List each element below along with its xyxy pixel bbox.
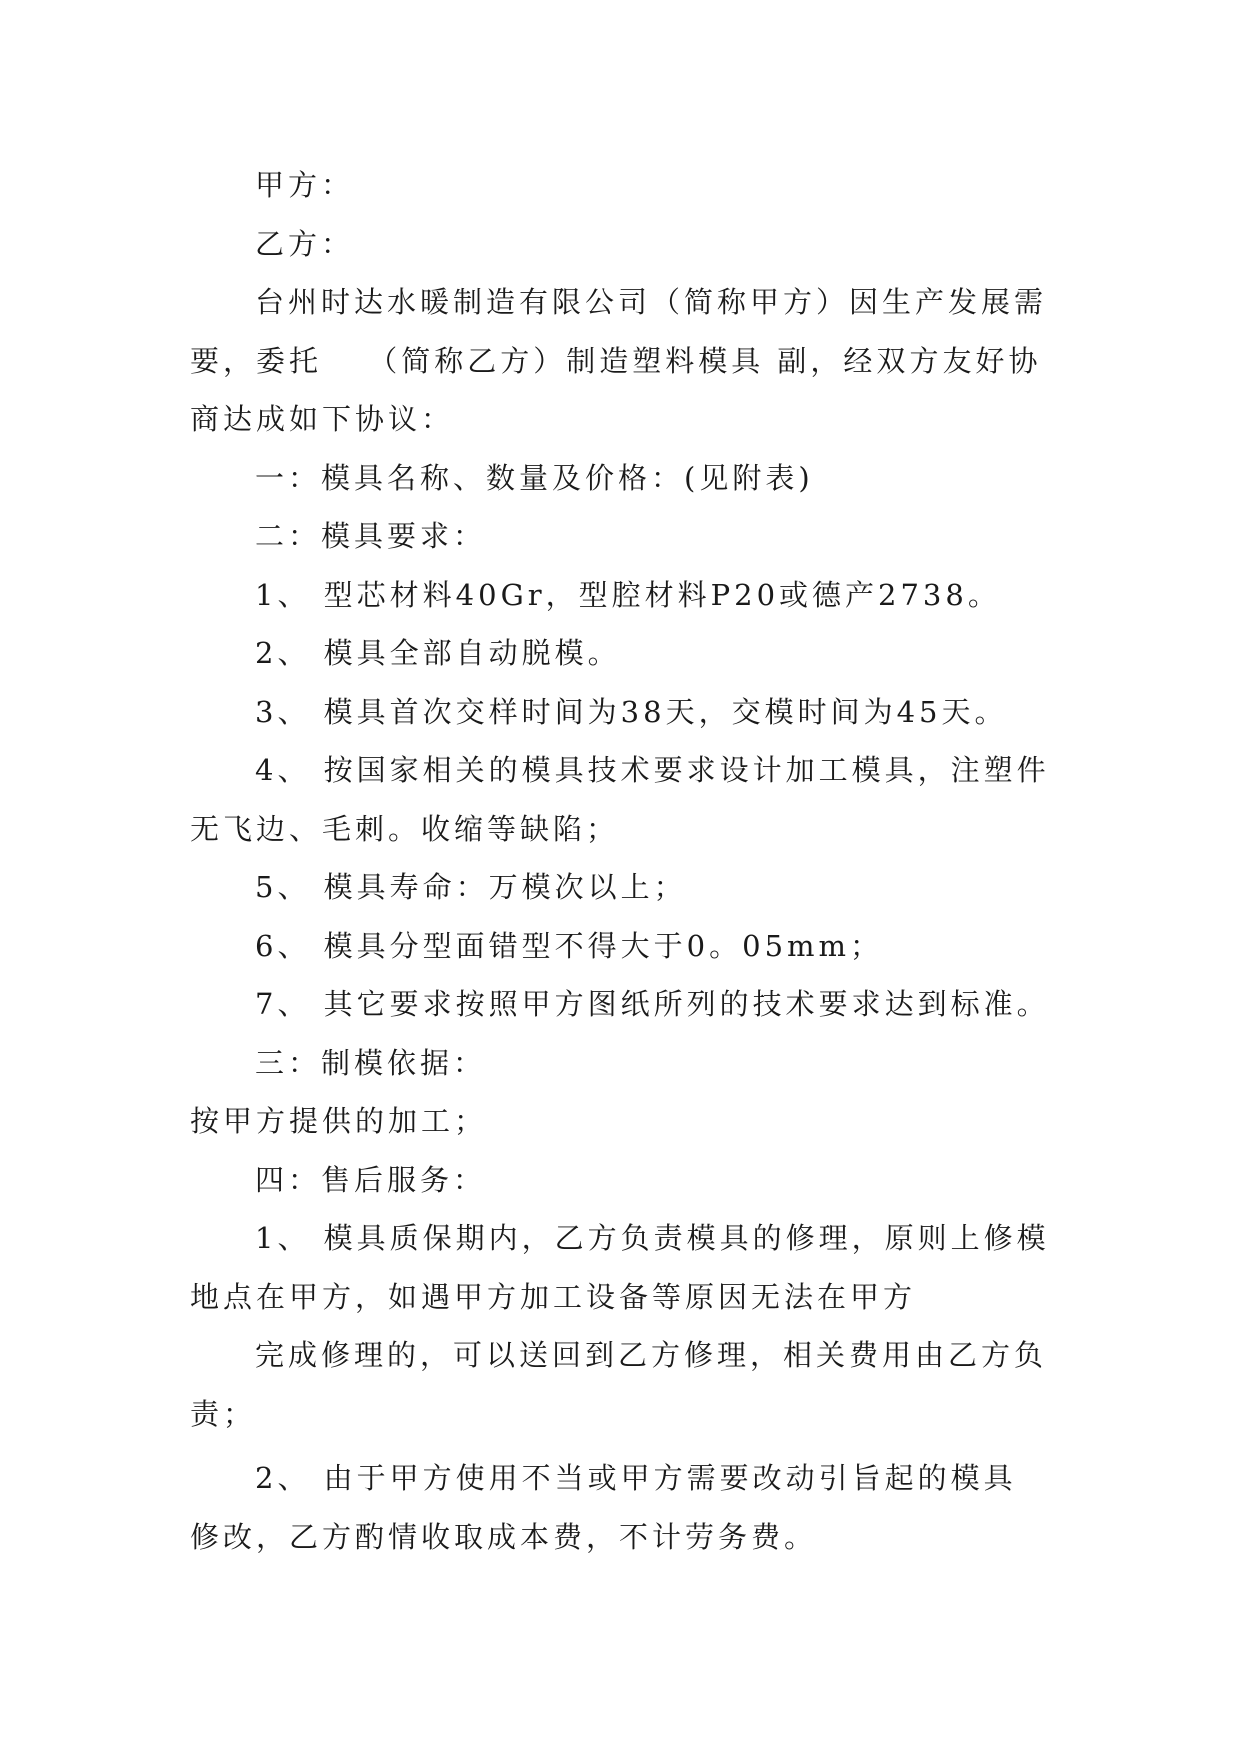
requirement-item: 7、 其它要求按照甲方图纸所列的技术要求达到标准。 [255,987,1050,1021]
section-two-heading: 二：模具要求： [255,519,487,553]
requirement-item: 3、 模具首次交样时间为38天，交模时间为45天。 [255,694,1008,729]
section-one-heading: 一：模具名称、数量及价格：(见附表) [255,460,814,495]
section-three-body: 按甲方提供的加工； [190,1104,488,1138]
requirement-item: 5、 模具寿命：万模次以上； [255,870,687,904]
intro-paragraph-line: 要，委托 （简称乙方）制造塑料模具 副，经双方友好协 [190,343,1042,378]
party-b-line: 乙方： [255,226,355,261]
service-item-continued: 地点在甲方，如遇甲方加工设备等原因无法在甲方 [190,1279,917,1314]
section-four-heading: 四：售后服务： [255,1162,487,1197]
service-item-continued: 修改，乙方酌情收取成本费，不计劳务费。 [190,1519,818,1554]
service-item: 1、 模具质保期内，乙方负责模具的修理，原则上修模 [255,1221,1050,1255]
requirement-item: 4、 按国家相关的模具技术要求设计加工模具，注塑件 [255,753,1050,787]
document-body [190,156,1070,1566]
requirement-item: 2、 模具全部自动脱模。 [255,636,621,670]
requirement-item: 1、 型芯材料40Gr，型腔材料P20或德产2738。 [255,577,1001,612]
section-three-heading: 三：制模依据： [255,1045,487,1080]
requirement-item: 6、 模具分型面错型不得大于0。05mm； [255,928,884,963]
requirement-item-continued: 无飞边、毛刺。收缩等缺陷； [190,811,620,846]
service-item-continued: 责； [190,1396,257,1431]
service-item: 2、 由于甲方使用不当或甲方需要改动引旨起的模具 [255,1461,1017,1495]
service-item-continued: 完成修理的，可以送回到乙方修理，相关费用由乙方负 [255,1338,1048,1372]
intro-paragraph-line: 商达成如下协议： [190,402,455,436]
party-a-line: 甲方： [255,168,355,202]
intro-paragraph-line: 台州时达水暖制造有限公司（简称甲方）因生产发展需 [255,285,1048,319]
